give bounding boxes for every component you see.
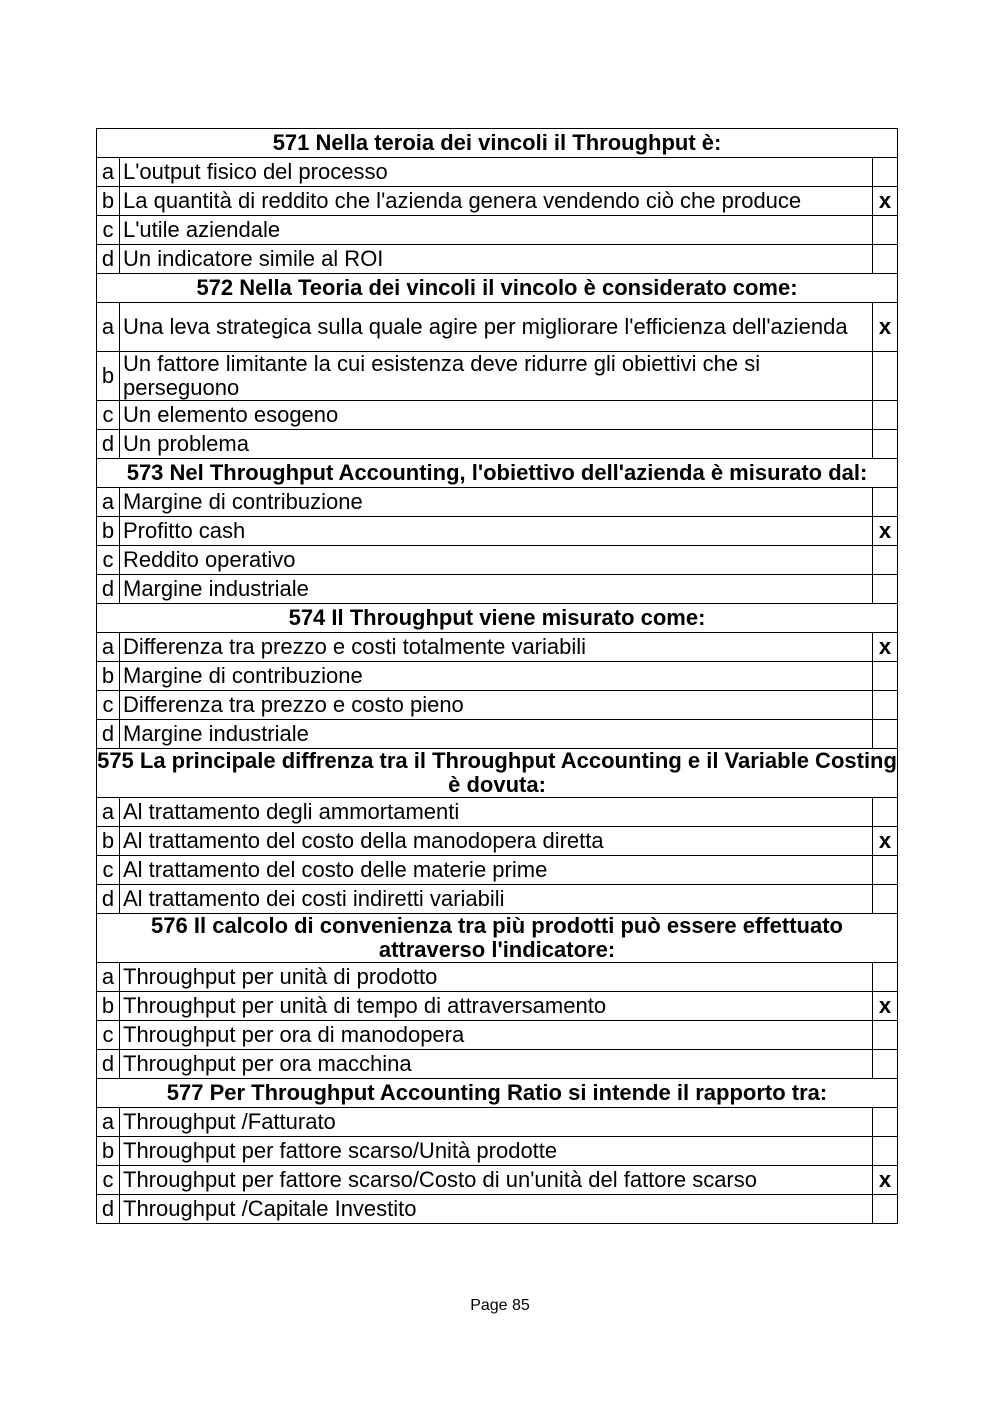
answer-letter: b	[97, 352, 120, 401]
answer-mark	[873, 430, 898, 459]
answer-row	[97, 798, 898, 827]
answer-letter: a	[97, 303, 120, 352]
answer-text: Margine di contribuzione	[120, 662, 873, 691]
answer-text: Throughput per ora di manodopera	[120, 1021, 873, 1050]
answer-row	[97, 885, 898, 914]
question-title: 575 La principale diffrenza tra il Throughput Accounting e il Variable Costing è dovuta:	[97, 748, 897, 797]
answer-row	[97, 856, 898, 885]
answer-text: Un indicatore simile al ROI	[120, 245, 873, 274]
page-number: Page 85	[470, 1297, 530, 1314]
answer-text: Un fattore limitante la cui esistenza deve ridurre gli obiettivi che si perseguono	[120, 352, 873, 401]
answer-text: Margine industriale	[120, 575, 873, 604]
answer-mark	[873, 352, 898, 401]
answer-row	[97, 430, 898, 459]
answer-letter: a	[97, 1108, 120, 1137]
answer-text: Al trattamento dei costi indiretti variabili	[120, 885, 873, 914]
answer-row	[97, 633, 898, 662]
answer-row	[97, 216, 898, 245]
answer-text: Throughput per fattore scarso/Unità prodotte	[120, 1137, 873, 1166]
answer-mark	[873, 856, 898, 885]
answer-text: Al trattamento del costo delle materie prime	[120, 856, 873, 885]
answer-letter: d	[97, 575, 120, 604]
answer-letter: d	[97, 885, 120, 914]
answer-letter: c	[97, 1021, 120, 1050]
answer-text: La quantità di reddito che l'azienda genera vendendo ciò che produce	[120, 187, 873, 216]
answer-letter: d	[97, 1195, 120, 1224]
answer-row	[97, 992, 898, 1021]
answer-mark	[873, 963, 898, 992]
answer-row	[97, 963, 898, 992]
answer-row	[97, 1195, 898, 1224]
answer-row	[97, 720, 898, 749]
answer-text: L'output fisico del processo	[120, 158, 873, 187]
answer-text: Al trattamento degli ammortamenti	[120, 798, 873, 827]
answer-letter: b	[97, 517, 120, 546]
question-title: 571 Nella teroia dei vincoli il Throughput è:	[97, 129, 898, 158]
answer-row	[97, 158, 898, 187]
question-title: 572 Nella Teoria dei vincoli il vincolo è considerato come:	[97, 274, 898, 303]
answer-letter: b	[97, 1137, 120, 1166]
answer-text: Throughput /Capitale Investito	[120, 1195, 873, 1224]
answer-mark	[873, 691, 898, 720]
answer-letter: c	[97, 546, 120, 575]
question-title: 573 Nel Throughput Accounting, l'obiettivo dell'azienda è misurato dal:	[97, 459, 898, 488]
answer-mark	[873, 245, 898, 274]
question-row	[97, 129, 898, 158]
answer-text: Margine industriale	[120, 720, 873, 749]
question-title: 577 Per Throughput Accounting Ratio si intende il rapporto tra:	[97, 1079, 898, 1108]
answer-letter: a	[97, 158, 120, 187]
question-title: 576 Il calcolo di convenienza tra più prodotti può essere effettuato attraverso l'indicatore:	[97, 914, 898, 963]
answer-letter: b	[97, 187, 120, 216]
answer-text: Al trattamento del costo della manodopera diretta	[120, 827, 873, 856]
answer-row	[97, 1137, 898, 1166]
answer-row	[97, 575, 898, 604]
answer-row	[97, 662, 898, 691]
answer-row	[97, 401, 898, 430]
answer-letter: b	[97, 827, 120, 856]
question-row	[97, 459, 898, 488]
answer-row	[97, 691, 898, 720]
answer-mark: x	[873, 303, 898, 352]
answer-text: Profitto cash	[120, 517, 873, 546]
answer-row	[97, 827, 898, 856]
answer-mark	[873, 546, 898, 575]
answer-text: Throughput /Fatturato	[120, 1108, 873, 1137]
answer-letter: d	[97, 245, 120, 274]
answer-mark	[873, 216, 898, 245]
answer-row	[97, 352, 898, 401]
answer-row	[97, 1166, 898, 1195]
answer-mark: x	[873, 992, 898, 1021]
answer-letter: b	[97, 992, 120, 1021]
answer-row	[97, 488, 898, 517]
answer-text: Throughput per unità di prodotto	[120, 963, 873, 992]
answer-letter: c	[97, 691, 120, 720]
answer-letter: d	[97, 1050, 120, 1079]
answer-text: Un elemento esogeno	[120, 401, 873, 430]
answer-row	[97, 546, 898, 575]
answer-mark	[873, 1050, 898, 1079]
question-row	[97, 914, 898, 963]
answer-letter: c	[97, 856, 120, 885]
answer-text: Differenza tra prezzo e costo pieno	[120, 691, 873, 720]
answer-letter: a	[97, 488, 120, 517]
answer-mark	[873, 488, 898, 517]
answer-mark	[873, 1137, 898, 1166]
answer-row	[97, 517, 898, 546]
answer-mark	[873, 158, 898, 187]
answer-text: Una leva strategica sulla quale agire per migliorare l'efficienza dell'azienda	[120, 303, 873, 352]
answer-text: Differenza tra prezzo e costi totalmente variabili	[120, 633, 873, 662]
answer-row	[97, 245, 898, 274]
answer-mark	[873, 1021, 898, 1050]
answer-letter: c	[97, 216, 120, 245]
question-row	[97, 749, 898, 798]
answer-row	[97, 1021, 898, 1050]
answer-mark	[873, 575, 898, 604]
answer-letter: a	[97, 633, 120, 662]
answer-mark: x	[873, 517, 898, 546]
answer-text: Throughput per fattore scarso/Costo di un'unità del fattore scarso	[120, 1166, 873, 1195]
answer-mark	[873, 401, 898, 430]
answer-letter: d	[97, 430, 120, 459]
answer-text: Margine di contribuzione	[120, 488, 873, 517]
answer-text: Throughput per ora macchina	[120, 1050, 873, 1079]
answer-mark: x	[873, 187, 898, 216]
answer-text: Un problema	[120, 430, 873, 459]
question-title: 574 Il Throughput viene misurato come:	[97, 604, 898, 633]
answer-mark	[873, 662, 898, 691]
answer-row	[97, 1050, 898, 1079]
answer-letter: a	[97, 798, 120, 827]
answer-mark: x	[873, 633, 898, 662]
answer-row	[97, 303, 898, 352]
answer-row	[97, 1108, 898, 1137]
answer-row	[97, 187, 898, 216]
answer-text: L'utile aziendale	[120, 216, 873, 245]
answer-mark	[873, 720, 898, 749]
answer-letter: c	[97, 1166, 120, 1195]
answer-letter: b	[97, 662, 120, 691]
question-row	[97, 1079, 898, 1108]
answer-letter: c	[97, 401, 120, 430]
answer-text: Throughput per unità di tempo di attraversamento	[120, 992, 873, 1021]
answer-text: Reddito operativo	[120, 546, 873, 575]
answer-mark	[873, 798, 898, 827]
answer-mark: x	[873, 1166, 898, 1195]
answer-mark	[873, 885, 898, 914]
answer-mark: x	[873, 827, 898, 856]
answer-mark	[873, 1195, 898, 1224]
question-row	[97, 604, 898, 633]
answer-letter: a	[97, 963, 120, 992]
quiz-table	[96, 128, 898, 1224]
answer-letter: d	[97, 720, 120, 749]
question-row	[97, 274, 898, 303]
answer-mark	[873, 1108, 898, 1137]
